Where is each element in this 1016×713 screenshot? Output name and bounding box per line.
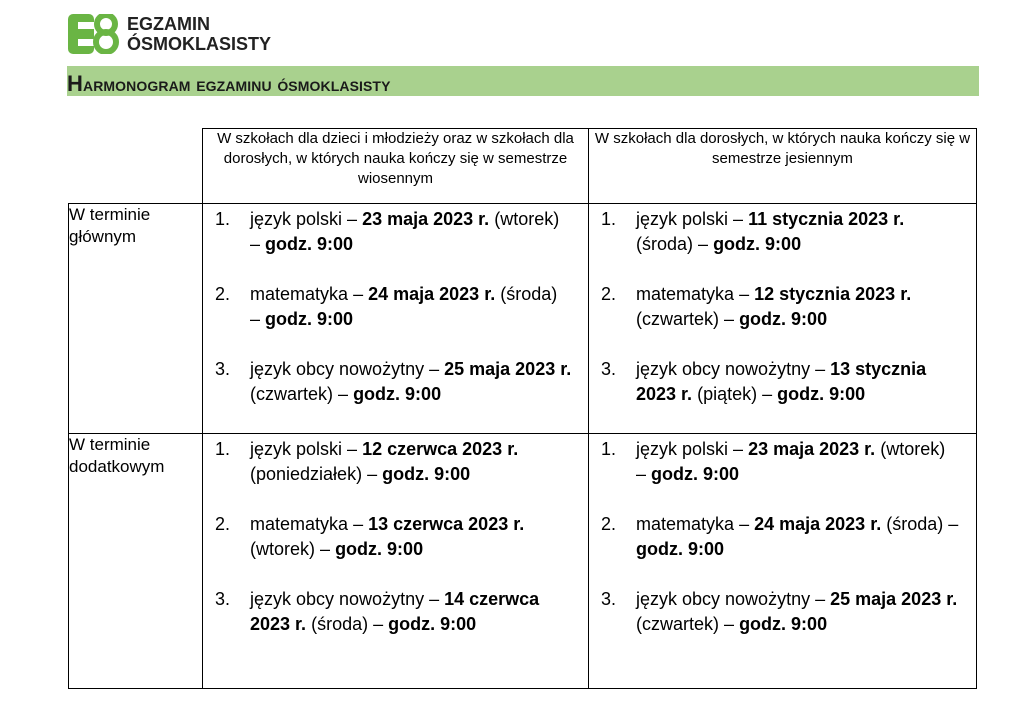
e8-logo-icon (68, 14, 122, 54)
item-number: 3. (601, 589, 617, 609)
exam-item: 2. matematyka – 13 czerwca 2023 r. (wtorek) – godz. 9:00 (215, 512, 572, 562)
cell-main-spring (203, 204, 589, 434)
item-number: 2. (215, 284, 231, 304)
item-number: 2. (601, 514, 617, 534)
exam-date: 12 stycznia 2023 r. (754, 284, 912, 304)
exam-item: 2. matematyka – 24 maja 2023 r. (środa) – godz. 9:00 (215, 282, 572, 332)
exam-subject: język obcy nowożytny (636, 359, 811, 379)
exam-subject: język polski (250, 439, 343, 459)
exam-day: (wtorek) (250, 539, 316, 559)
exam-time: godz. 9:00 (636, 539, 725, 559)
exam-day: (wtorek) (880, 439, 946, 459)
header-spring-semester: W szkołach dla dzieci i młodzieży oraz w szkołach dla dorosłych, w których nauka kończy się w semestrze wiosennym (203, 129, 589, 204)
exam-day: (środa) (311, 614, 369, 634)
exam-item: 3. język obcy nowożytny – 14 czerwca 2023 r. (środa) – godz. 9:00 (215, 587, 572, 637)
item-number: 1. (601, 439, 617, 459)
item-number: 1. (601, 209, 617, 229)
exam-item: 3. język obcy nowożytny – 25 maja 2023 r. (czwartek) – godz. 9:00 (601, 587, 960, 637)
exam-subject: matematyka (250, 514, 349, 534)
item-number: 2. (215, 514, 231, 534)
cell-main-autumn (589, 204, 977, 434)
item-number: 1. (215, 439, 231, 459)
exam-day: (wtorek) (494, 209, 560, 229)
logo-wordmark (127, 14, 271, 54)
exam-subject: matematyka (250, 284, 349, 304)
exam-subject: matematyka (636, 514, 735, 534)
row-label-additional: W terminie dodatkowym (69, 434, 203, 689)
exam-subject: język obcy nowożytny (250, 589, 425, 609)
header-row (69, 129, 977, 204)
exam-item: 1. język polski – 12 czerwca 2023 r. (poniedziałek) – godz. 9:00 (215, 437, 572, 487)
exam-date: 13 czerwca 2023 r. (368, 514, 525, 534)
empty-corner-cell (69, 129, 203, 204)
header-autumn-semester: W szkołach dla dorosłych, w których nauka kończy się w semestrze jesiennym (589, 129, 977, 204)
section-banner (67, 66, 979, 96)
exam-day: (czwartek) (636, 614, 720, 634)
exam-time: godz. 9:00 (388, 614, 477, 634)
row-additional-term (69, 434, 977, 689)
exam-item: 1. język polski – 23 maja 2023 r. (wtorek) – godz. 9:00 (215, 207, 572, 257)
exam-item: 3. język obcy nowożytny – 13 stycznia 2023 r. (piątek) – godz. 9:00 (601, 357, 960, 407)
exam-time: godz. 9:00 (713, 234, 802, 254)
exam-schedule-table (68, 128, 977, 689)
cell-additional-autumn (589, 434, 977, 689)
page-title: Harmonogram egzaminu ósmoklasisty (67, 71, 391, 96)
row-label-main: W terminie głównym (69, 204, 203, 434)
exam-time: godz. 9:00 (739, 309, 828, 329)
exam-time: godz. 9:00 (265, 309, 354, 329)
row-main-term (69, 204, 977, 434)
exam-time: godz. 9:00 (777, 384, 866, 404)
exam-day: (środa) (500, 284, 558, 304)
exam-day: (piątek) (697, 384, 758, 404)
item-number: 3. (215, 589, 231, 609)
exam-date: 25 maja 2023 r. (830, 589, 958, 609)
exam-subject: język polski (636, 209, 729, 229)
exam-date: 25 maja 2023 r. (444, 359, 572, 379)
exam-item: 1. język polski – 23 maja 2023 r. (wtorek) – godz. 9:00 (601, 437, 960, 487)
exam-item: 1. język polski – 11 stycznia 2023 r. (środa) – godz. 9:00 (601, 207, 960, 257)
logo-line-2: ÓSMOKLASISTY (127, 34, 272, 54)
exam-date: 23 maja 2023 r. (362, 209, 490, 229)
exam-time: godz. 9:00 (265, 234, 354, 254)
item-number: 2. (601, 284, 617, 304)
exam-subject: matematyka (636, 284, 735, 304)
exam-subject: język obcy nowożytny (636, 589, 811, 609)
exam-date: 14 czerwca 2023 r. (250, 589, 540, 634)
item-number: 1. (215, 209, 231, 229)
exam-time: godz. 9:00 (382, 464, 471, 484)
logo-line-1: EGZAMIN (127, 14, 210, 34)
exam-item: 2. matematyka – 24 maja 2023 r. (środa) – godz. 9:00 (601, 512, 960, 562)
exam-date: 24 maja 2023 r. (754, 514, 882, 534)
item-number: 3. (215, 359, 231, 379)
exam-time: godz. 9:00 (335, 539, 424, 559)
exam-day: (czwartek) (250, 384, 334, 404)
exam-day: (środa) (636, 234, 694, 254)
exam-time: godz. 9:00 (739, 614, 828, 634)
exam-date: 23 maja 2023 r. (748, 439, 876, 459)
exam-item: 3. język obcy nowożytny – 25 maja 2023 r. (czwartek) – godz. 9:00 (215, 357, 572, 407)
exam-date: 13 stycznia 2023 r. (636, 359, 927, 404)
exam-day: (środa) (886, 514, 944, 534)
exam-time: godz. 9:00 (353, 384, 442, 404)
exam-time: godz. 9:00 (651, 464, 740, 484)
exam-date: 11 stycznia 2023 r. (748, 209, 905, 229)
item-number: 3. (601, 359, 617, 379)
exam-day: (czwartek) (636, 309, 720, 329)
exam-date: 24 maja 2023 r. (368, 284, 496, 304)
exam-subject: język polski (250, 209, 343, 229)
exam-item: 2. matematyka – 12 stycznia 2023 r. (czwartek) – godz. 9:00 (601, 282, 960, 332)
cell-additional-spring (203, 434, 589, 689)
exam-subject: język obcy nowożytny (250, 359, 425, 379)
exam-subject: język polski (636, 439, 729, 459)
exam-day: (poniedziałek) (250, 464, 363, 484)
exam-date: 12 czerwca 2023 r. (362, 439, 519, 459)
